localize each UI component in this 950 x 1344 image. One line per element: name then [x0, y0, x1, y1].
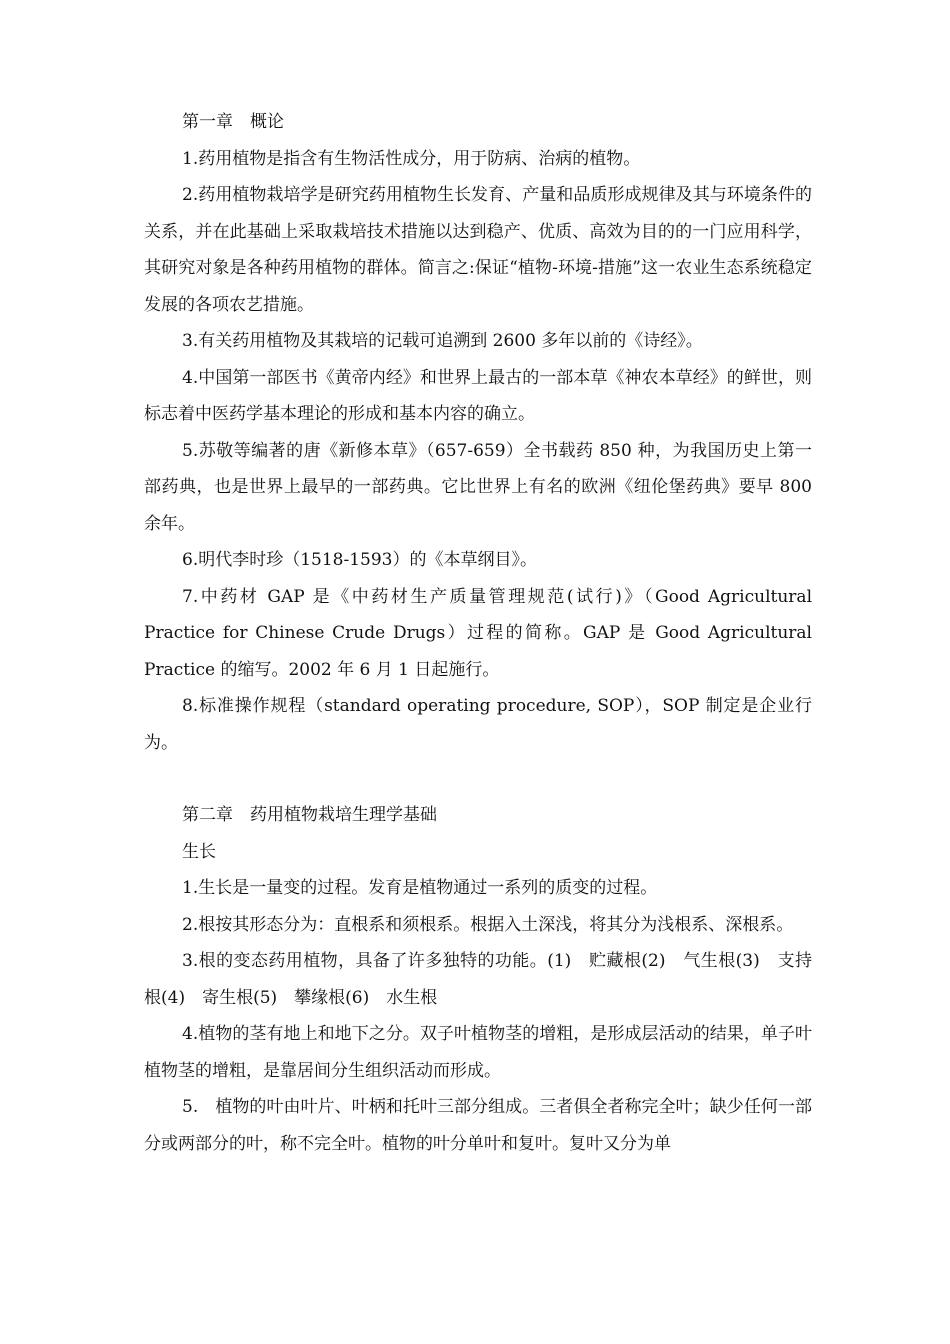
chapter-2-paragraph-2: 2.根按其形态分为：直根系和须根系。根据入土深浅，将其分为浅根系、深根系。 — [182, 914, 794, 935]
chapter-1-paragraph-3: 3.有关药用植物及其栽培的记载可追溯到 2600 多年以前的《诗经》。 — [182, 331, 703, 351]
chapter-1-paragraph-6: 6.明代李时珍（1518-1593）的《本草纲目》。 — [182, 550, 537, 570]
chapter-1-paragraph-5: 5.苏敬等编著的唐《新修本草》（657-659）全书载药 850 种，为我国历史上第一部药典，也是世界上最早的一部药典。它比世界上有名的欧洲《纽伦堡药典》要早 800 余年。 — [144, 440, 812, 534]
chapter-1-paragraph-1: 1.药用植物是指含有生物活性成分，用于防病、治病的植物。 — [182, 148, 641, 169]
chapter-2-paragraph-5: 5. 植物的叶由叶片、叶柄和托叶三部分组成。三者俱全者称完全叶；缺少任何一部分或两部分的叶，称不完全叶。植物的叶分单叶和复叶。复叶又分为单 — [144, 1097, 812, 1154]
chapter-spacer — [144, 761, 812, 797]
chapter-1-paragraph-2: 2.药用植物栽培学是研究药用植物生长发育、产量和品质形成规律及其与环境条件的关系，并在此基础上采取栽培技术措施以达到稳产、优质、高效为目的的一门应用科学，其研究对象是各种药用植物的群体。简言之:保证“植物-环境-措施”这一农业生态系统稳定发展的各项农艺措施。 — [144, 185, 812, 315]
chapter-2-paragraph-4: 4.植物的茎有地上和地下之分。双子叶植物茎的增粗，是形成层活动的结果，单子叶植物茎的增粗，是靠居间分生组织活动而形成。 — [144, 1024, 812, 1081]
document-body — [144, 104, 812, 1162]
chapter-2-paragraph-3: 3.根的变态药用植物，具备了许多独特的功能。(1) 贮藏根(2) 气生根(3) 支持根(4) 寄生根(5) 攀缘根(6) 水生根 — [144, 951, 812, 1008]
chapter-2-paragraph-1: 1.生长是一量变的过程。发育是植物通过一系列的质变的过程。 — [182, 878, 658, 898]
chapter-1-paragraph-7: 7.中药材 GAP 是《中药材生产质量管理规范(试行)》（Good Agricultural Practice for Chinese Crude Drugs）过程的简称。GAP 是 Good Agricultural Practice 的缩写。2002 年 6 月 1 日起施行。 — [144, 586, 812, 680]
section-title-growth: 生长 — [182, 841, 216, 862]
chapter-1-paragraph-4: 4.中国第一部医书《黄帝内经》和世界上最古的一部本草《神农本草经》的鲜世，则标志着中医药学基本理论的形成和基本内容的确立。 — [144, 367, 812, 424]
chapter-2-title: 第二章 药用植物栽培生理学基础 — [182, 805, 437, 825]
chapter-1-title: 第一章 概论 — [182, 112, 284, 132]
chapter-1-paragraph-8: 8.标准操作规程（standard operating procedure, SOP），SOP 制定是企业行为。 — [144, 696, 812, 753]
